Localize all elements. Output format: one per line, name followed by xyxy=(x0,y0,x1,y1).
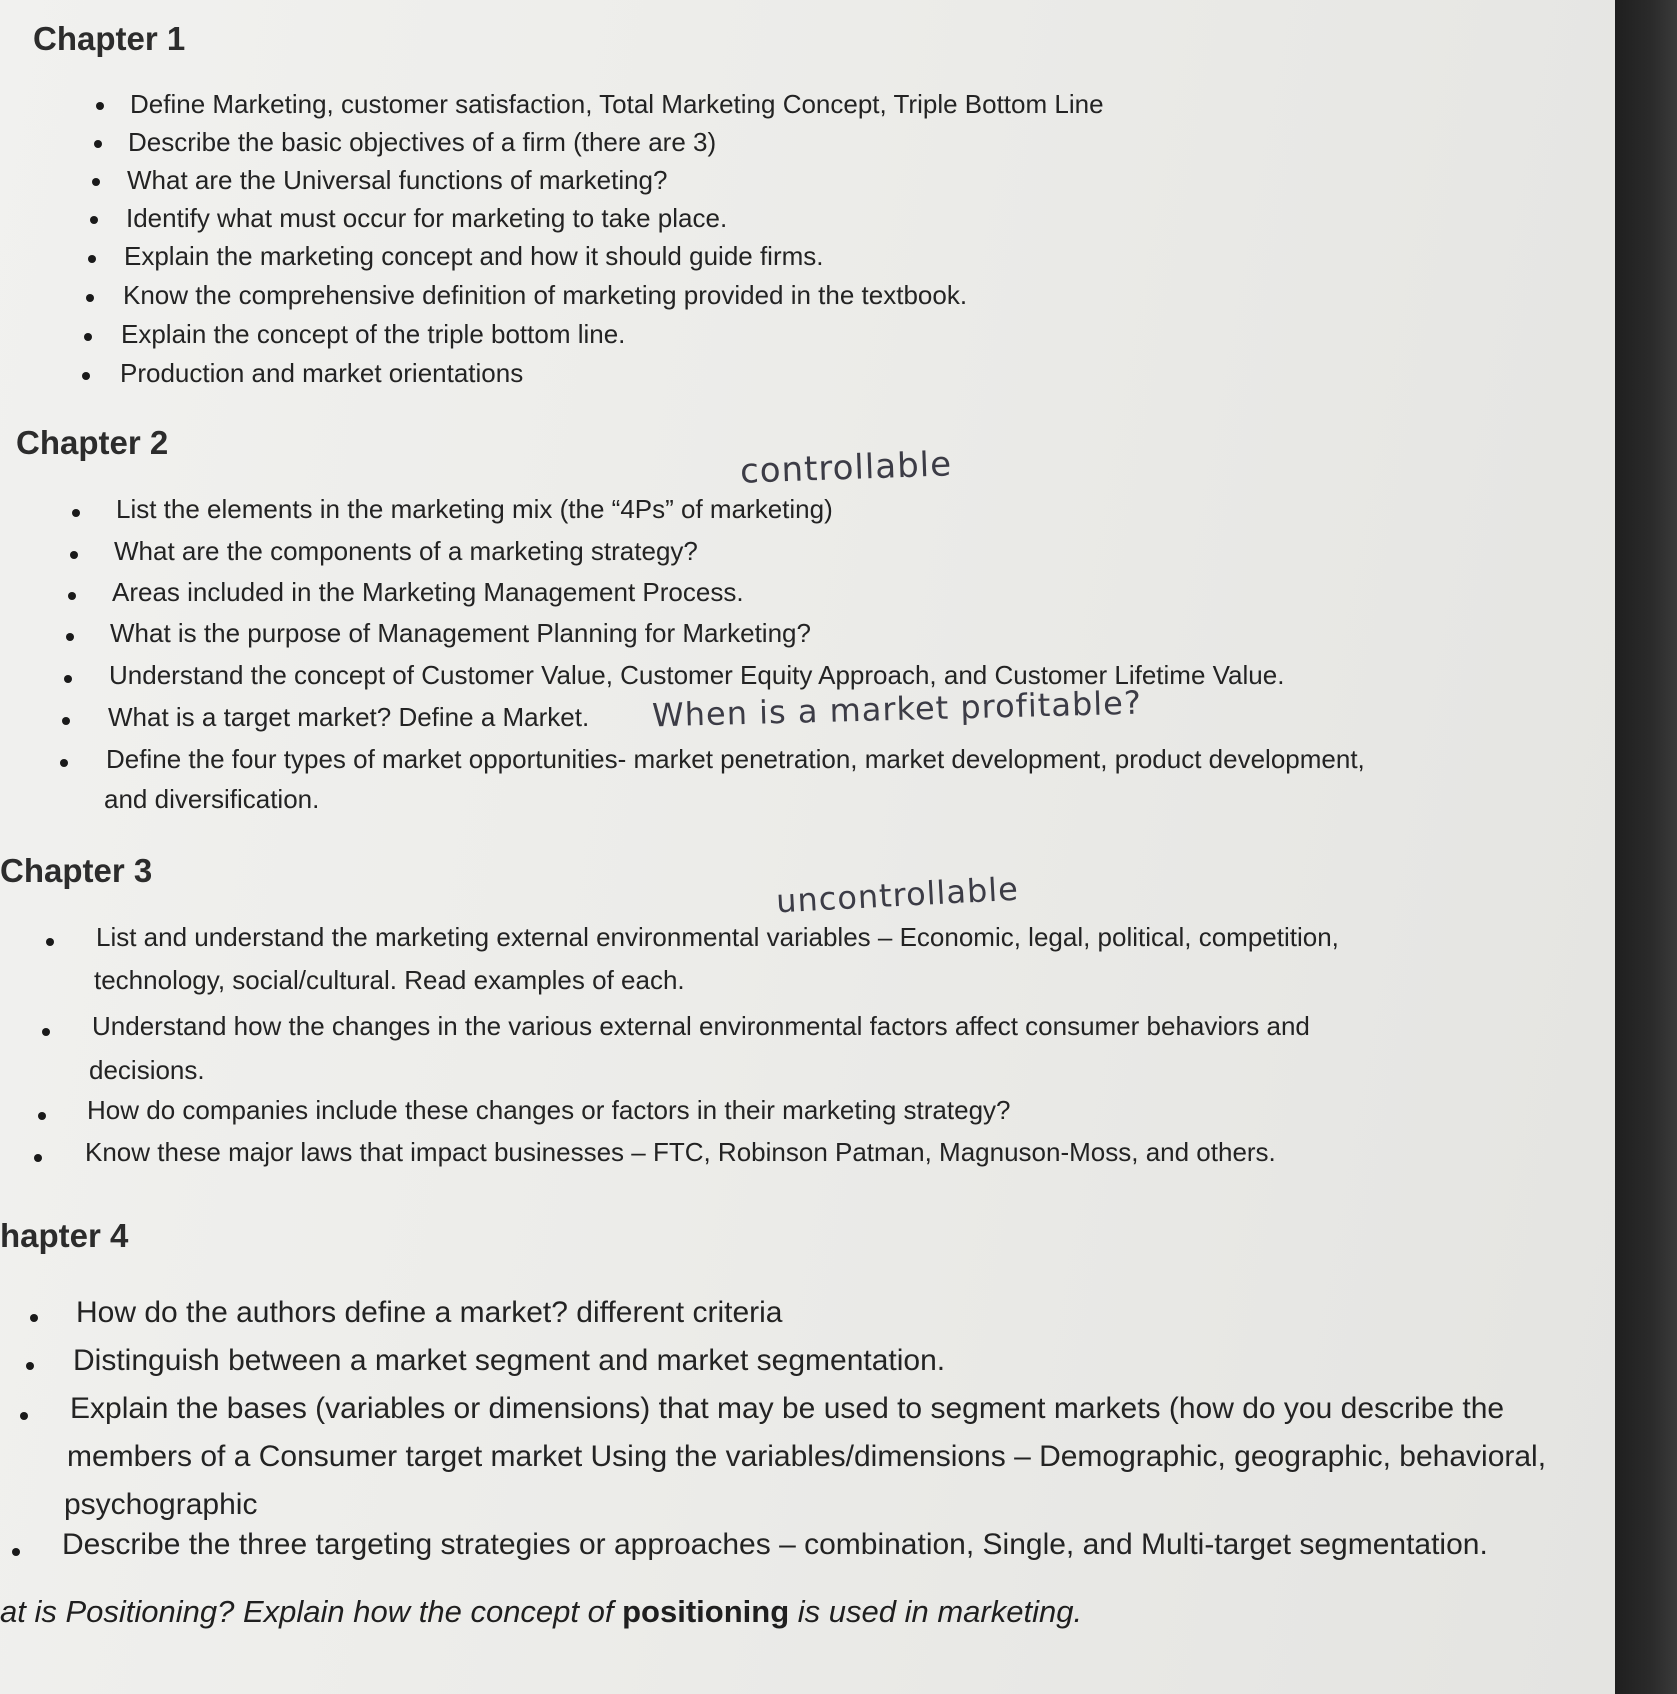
chapter-4-heading: hapter 4 xyxy=(0,1217,129,1254)
bullet-icon xyxy=(68,592,76,600)
bullet-icon xyxy=(62,717,70,725)
handwritten-annotation-controllable: controllable xyxy=(739,444,953,492)
bullet-icon xyxy=(30,1314,38,1322)
bullet-icon xyxy=(42,1028,50,1036)
bullet-icon xyxy=(12,1548,20,1556)
bullet-icon xyxy=(46,938,54,946)
bullet-icon xyxy=(66,633,74,641)
bullet-icon xyxy=(84,333,92,341)
chapter-1-heading: Chapter 1 xyxy=(33,20,186,57)
bullet-icon xyxy=(86,294,94,302)
chapter-2-heading: Chapter 2 xyxy=(16,424,169,461)
positioning-question: at is Positioning? Explain how the concept of positioning is used in marketing. xyxy=(0,1594,1083,1629)
bullet-icon xyxy=(96,102,104,110)
bullet-icon xyxy=(94,140,102,148)
background-edge xyxy=(1615,0,1677,1694)
bullet-icon xyxy=(90,216,98,224)
bullet-icon xyxy=(70,551,78,559)
bullet-icon xyxy=(60,759,68,767)
bullet-icon xyxy=(92,178,100,186)
handwritten-annotation-uncontrollable: uncontrollable xyxy=(775,869,1020,921)
bullet-icon xyxy=(20,1412,28,1420)
bullet-icon xyxy=(26,1362,34,1370)
document-page: Chapter 1 Define Marketing, customer satisfaction, Total Marketing Concept, Triple Bottom Line Describe the basic objectives of a firm (there are 3) What are the Universal functions of marketing? Identify what must occur for marketing to take place. Explain the marketing concept and how it should guide firms. Know the comprehensive definition of marketing provided in the textbook. Explain the concept of the triple bottom line. Production and market orientations Chapter 2 controllable List the elements in the marketing mix (the “4Ps” of marketing) What are the components of a marketing strategy? Areas included in the Marketing Management Process. What is the purpose of Management Planning for Marketing? Understand the concept of Customer Value, Customer Equity Approach, and Customer Lifetime Value. What is a target market? Define a Market. Define the four types of market opportunities- market penetration, market development, product development, and diversification. When is a market profitable? Chapter 3 uncontrollable List and understand the marketing external environmental variables – Economic, legal, political, competition, technology, social/cultural. Read examples of each. Understand how the changes in the various external environmental factors affect consumer behaviors and decisions. How do companies include these changes or factors in their marketing strategy? Know these major laws that impact businesses – FTC, Robinson Patman, Magnuson-Moss, and others. hapter 4 How do the authors define a market? different criteria Distinguish between a market segment and market segmentation. Explain the bases (variables or dimensions) that may be used to segment markets (how do you describe the members of a Consumer target market Using the variables/dimensions – Demographic, geographic, behavioral, psychographic Describe the three targeting strategies or approaches – combination, Single, and Multi-target segmentation. at is Positioning? Explain how the concept of positioning is used in marketing. xyxy=(0,0,1615,1694)
bullet-icon xyxy=(34,1154,42,1162)
bullet-icon xyxy=(64,675,72,683)
positioning-keyword: positioning xyxy=(622,1594,790,1629)
bullet-icon xyxy=(88,255,96,263)
bullet-icon xyxy=(38,1112,46,1120)
handwritten-note-market-profitable: When is a market profitable? xyxy=(651,683,1143,735)
chapter-3-heading: Chapter 3 xyxy=(0,852,153,889)
bullet-icon xyxy=(82,372,90,380)
bullet-icon xyxy=(72,509,80,517)
